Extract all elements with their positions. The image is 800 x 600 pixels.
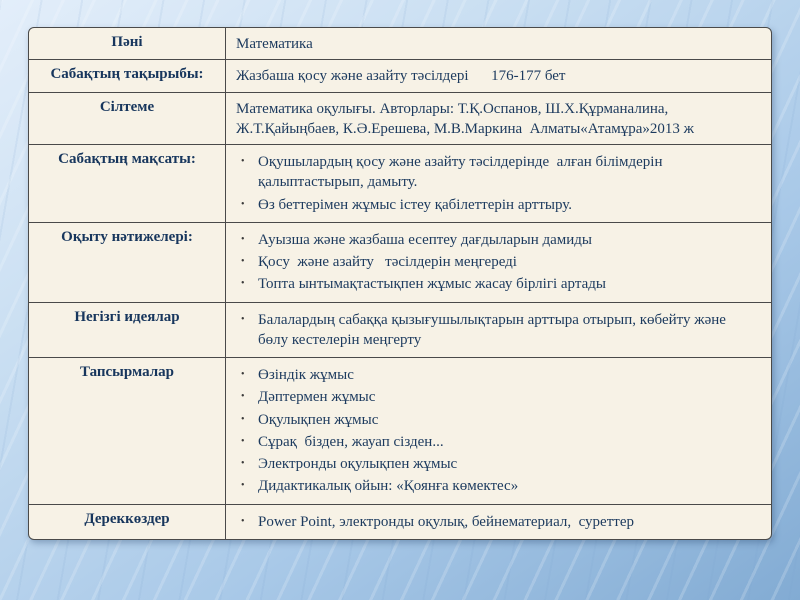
- row-label: Сілтеме: [99, 98, 155, 115]
- row-label: Сабақтың тақырыбы:: [50, 66, 204, 83]
- bullet-item: [236, 387, 759, 407]
- bullet-item: [236, 512, 759, 532]
- row-label: Сабақтың мақсаты:: [58, 151, 196, 167]
- row-text: Математика: [236, 36, 313, 52]
- table-row: [29, 28, 771, 59]
- row-label: Тапсырмалар: [79, 364, 175, 380]
- bullet-icon: •: [241, 413, 245, 425]
- bullet-item: [236, 365, 759, 385]
- bullet-item: [236, 195, 759, 215]
- bullet-text: Ауызша және жазбаша есептеу дағдыларын дамиды: [258, 231, 593, 248]
- bullet-icon: •: [241, 313, 245, 325]
- bullet-icon: •: [241, 391, 245, 403]
- row-text: Математика оқулығы. Авторлары: Т.Қ.Оспанов, Ш.Х.Құрманалина, Ж.Т.Қайыңбаев, К.Ә.Ерешева, М.В.Маркина Алматы«Атамұра»2013 ж: [236, 100, 695, 137]
- row-content: [225, 60, 771, 91]
- bullet-item: [236, 252, 759, 272]
- row-label: Пәні: [111, 34, 143, 50]
- bullet-item: [236, 432, 759, 452]
- bullet-item: [236, 230, 759, 250]
- row-content: [225, 505, 771, 539]
- table-row: [29, 357, 771, 504]
- bullet-text: Дәптермен жұмыс: [258, 389, 376, 406]
- bullet-icon: •: [241, 156, 245, 167]
- table-row: [29, 504, 771, 539]
- bullet-text: Электронды оқулықпен жұмыс: [258, 456, 458, 472]
- row-content: [225, 223, 771, 302]
- row-text: Жазбаша қосу және азайту тәсілдері 176-177 бет: [236, 68, 566, 85]
- bullet-item: [236, 152, 759, 193]
- bullet-text: Оқулықпен жұмыс: [258, 411, 379, 428]
- bullet-text: Оқушылардың қосу және азайту тәсілдерінде алған білімдерін қалыптастырып, дамыту.: [258, 154, 663, 191]
- bullet-icon: •: [241, 369, 245, 380]
- row-label: Негізгі идеялар: [74, 308, 180, 325]
- bullet-icon: •: [241, 278, 245, 290]
- bullet-icon: •: [241, 515, 245, 527]
- bullet-icon: •: [241, 256, 245, 267]
- bullet-item: [236, 274, 759, 294]
- bullet-text: Өзіндік жұмыс: [258, 367, 354, 383]
- table-row: [29, 302, 771, 358]
- bullet-icon: •: [241, 480, 245, 492]
- row-content: [225, 303, 771, 358]
- bullet-item: [236, 410, 759, 430]
- table-row: [29, 59, 771, 91]
- bullet-text: Қосу және азайту тәсілдерін меңгереді: [258, 254, 517, 270]
- bullet-icon: •: [241, 233, 245, 245]
- row-content: [225, 358, 771, 504]
- table-row: [29, 92, 771, 145]
- bullet-text: Топта ынтымақтастықпен жұмыс жасау бірлігі артады: [258, 276, 606, 293]
- bullet-text: Power Point, электронды оқулық, бейнематериал, суреттер: [258, 513, 634, 530]
- bullet-text: Сұрақ бізден, жауап сізден...: [258, 433, 444, 450]
- row-label: Дереккөздер: [84, 510, 170, 527]
- bullet-text: Балалардың сабаққа қызығушылықтарын арттыра отырып, көбейту және бөлу кестелерін меңгерту: [258, 311, 726, 348]
- bullet-icon: •: [241, 198, 245, 210]
- bullet-icon: •: [241, 435, 245, 447]
- bullet-item: [236, 476, 759, 496]
- bullet-item: [236, 454, 759, 474]
- row-content: [225, 145, 771, 222]
- row-content: [225, 93, 771, 145]
- row-content: [225, 28, 771, 59]
- row-label: Оқыту нәтижелері:: [61, 228, 193, 245]
- lesson-plan-table: [28, 27, 772, 540]
- table-row: [29, 222, 771, 302]
- bullet-text: Өз беттерімен жұмыс істеу қабілеттерін арттыру.: [258, 196, 573, 213]
- table-row: [29, 144, 771, 222]
- bullet-text: Дидактикалық ойын: «Қоянға көмектес»: [258, 478, 519, 495]
- bullet-item: [236, 310, 759, 351]
- bullet-icon: •: [241, 458, 245, 469]
